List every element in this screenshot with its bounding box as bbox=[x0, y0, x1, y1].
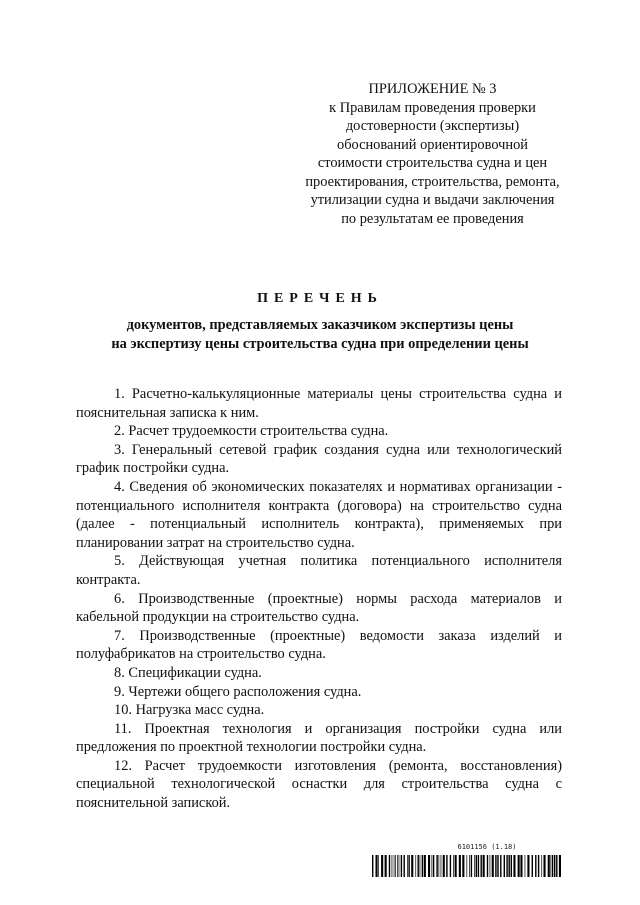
appendix-line: обоснований ориентировочной bbox=[337, 136, 528, 153]
barcode-number: 6101156 (1.18) bbox=[457, 843, 517, 851]
appendix-line: по результатам ее проведения bbox=[341, 210, 524, 227]
barcode-block bbox=[372, 843, 562, 882]
appendix-line: ПРИЛОЖЕНИЕ № 3 bbox=[368, 81, 497, 97]
document-title: ПЕРЕЧЕНЬ bbox=[257, 291, 383, 306]
list-item: 5. Действующая учетная политика потенциального исполнителя контракта. bbox=[76, 553, 562, 588]
subtitle-line: на экспертизу цены строительства судна при определении цены bbox=[111, 335, 529, 352]
list-item: 1. Расчетно-калькуляционные материалы цены строительства судна и пояснительная записка к ним. bbox=[76, 386, 562, 421]
list-item: 8. Спецификации судна. bbox=[114, 664, 262, 681]
subtitle-line: документов, представляемых заказчиком экспертизы цены bbox=[126, 317, 514, 333]
appendix-header bbox=[290, 80, 575, 228]
list-item: 10. Нагрузка масс судна. bbox=[114, 702, 265, 719]
barcode-image bbox=[372, 855, 562, 877]
list-item: 4. Сведения об экономических показателях и нормативах организации - потенциального исполнителя контракта (договора) на строительство судна (далее - потенциальный исполнитель контракта), применяемых при планировании затрат на строительство судна. bbox=[76, 478, 562, 551]
list-item: 9. Чертежи общего расположения судна. bbox=[114, 683, 362, 700]
list-item: 12. Расчет трудоемкости изготовления (ремонта, восстановления) специальной технологической оснастки для строительства судна с пояснительной запиской. bbox=[76, 757, 562, 812]
list-item: 2. Расчет трудоемкости строительства судна. bbox=[114, 423, 389, 440]
document-subtitle bbox=[0, 316, 640, 353]
appendix-line: стоимости строительства судна и цен bbox=[317, 155, 548, 171]
list-item: 6. Производственные (проектные) нормы расхода материалов и кабельной продукции на строительство судна. bbox=[76, 590, 562, 626]
list-item: 11. Проектная технология и организация постройки судна или предложения по проектной технологии постройки судна. bbox=[76, 720, 562, 756]
list-item: 3. Генеральный сетевой график создания судна или технологический график постройки судна. bbox=[76, 441, 562, 477]
appendix-line: достоверности (экспертизы) bbox=[345, 118, 520, 134]
appendix-line: к Правилам проведения проверки bbox=[329, 99, 536, 116]
document-list bbox=[76, 385, 562, 813]
appendix-line: утилизации судна и выдачи заключения bbox=[310, 192, 555, 208]
appendix-line: проектирования, строительства, ремонта, bbox=[305, 173, 560, 190]
list-item: 7. Производственные (проектные) ведомости заказа изделий и полуфабрикатов на строительство судна. bbox=[76, 627, 562, 663]
